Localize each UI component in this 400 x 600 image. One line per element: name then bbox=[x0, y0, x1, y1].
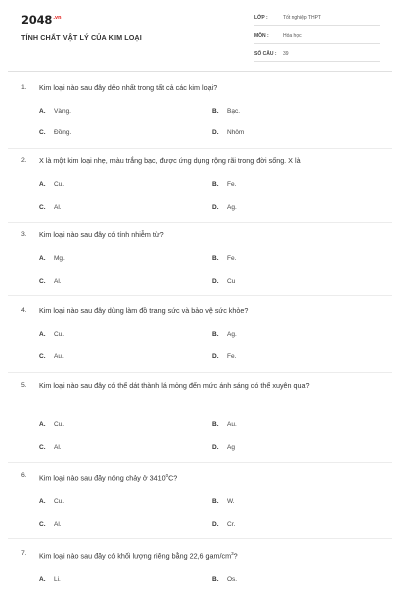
meta-info bbox=[254, 12, 380, 66]
question-separator bbox=[8, 538, 392, 539]
option-d[interactable]: D. Ag bbox=[212, 444, 235, 451]
site-logo[interactable]: $2048^{.vn}$ bbox=[21, 13, 62, 27]
option-b[interactable]: B. Fe. bbox=[212, 181, 237, 188]
option-a[interactable]: A. Mg. bbox=[39, 255, 65, 262]
meta-value: Hóa học bbox=[283, 33, 302, 39]
option-c[interactable]: C. Al. bbox=[39, 278, 62, 285]
option-c[interactable]: C. Al. bbox=[39, 204, 62, 211]
question-separator bbox=[8, 295, 392, 296]
question-text: Kim loại nào sau đây dẻo nhất trong tất cả các kim loại? bbox=[39, 83, 218, 92]
question-number: 4. bbox=[21, 307, 27, 314]
meta-value: Tốt nghiệp THPT bbox=[283, 15, 321, 21]
question-separator bbox=[8, 462, 392, 463]
option-b[interactable]: B. Os. bbox=[212, 576, 238, 583]
question-separator bbox=[8, 372, 392, 373]
question-text: Kim loại nào sau đây dùng làm đồ trang sức và bảo vệ sức khỏe? bbox=[39, 306, 249, 315]
meta-class-row bbox=[254, 12, 380, 26]
option-a[interactable]: A. Cu. bbox=[39, 498, 65, 505]
option-d[interactable]: D. Cr. bbox=[212, 521, 236, 528]
option-d[interactable]: D. Cu bbox=[212, 278, 236, 285]
option-c[interactable]: C. Al. bbox=[39, 444, 62, 451]
meta-key: LỚP : bbox=[254, 15, 268, 21]
option-c[interactable]: C. Au. bbox=[39, 353, 64, 360]
question-number: 2. bbox=[21, 157, 27, 164]
option-b[interactable]: B. Fe. bbox=[212, 255, 237, 262]
option-c[interactable]: C. Al. bbox=[39, 521, 62, 528]
option-c[interactable]: C. Đồng. bbox=[39, 129, 72, 136]
meta-key: MÔN : bbox=[254, 33, 269, 39]
option-b[interactable]: B. Ag. bbox=[212, 331, 237, 338]
question-number: 5. bbox=[21, 382, 27, 389]
question-text: Kim loại nào sau đây có thể dát thành lá mỏng đến mức ánh sáng có thể xuyên qua? bbox=[39, 381, 310, 390]
question-text: Kim loại nào sau đây có tính nhiễm từ? bbox=[39, 230, 164, 239]
meta-value: 39 bbox=[283, 51, 289, 57]
question-text: Kim loại nào sau đây nóng chảy ở 3410$^0$C? bbox=[39, 473, 178, 483]
question-number: 3. bbox=[21, 231, 27, 238]
option-a[interactable]: A. Cu. bbox=[39, 421, 65, 428]
meta-subject-row bbox=[254, 30, 380, 44]
option-a[interactable]: A. Cu. bbox=[39, 181, 65, 188]
option-d[interactable]: D. Ag. bbox=[212, 204, 237, 211]
page-title: TÍNH CHẤT VẬT LÝ CỦA KIM LOẠI bbox=[21, 33, 142, 42]
question-number: 6. bbox=[21, 472, 27, 479]
question-separator bbox=[8, 222, 392, 223]
option-a[interactable]: A. Vàng. bbox=[39, 108, 71, 115]
meta-count-row bbox=[254, 48, 380, 62]
option-d[interactable]: D. Fe. bbox=[212, 353, 237, 360]
header-divider bbox=[8, 71, 392, 72]
option-d[interactable]: D. Nhôm bbox=[212, 129, 245, 136]
meta-key: SỐ CÂU : bbox=[254, 51, 277, 57]
option-b[interactable]: B. W. bbox=[212, 498, 235, 505]
option-a[interactable]: A. Li. bbox=[39, 576, 61, 583]
option-a[interactable]: A. Cu. bbox=[39, 331, 65, 338]
question-text: X là một kim loại nhẹ, màu trắng bạc, được ứng dụng rộng rãi trong đời sống. X là bbox=[39, 156, 301, 165]
page-header bbox=[0, 0, 400, 64]
question-number: 1. bbox=[21, 84, 27, 91]
option-b[interactable]: B. Bạc. bbox=[212, 108, 241, 115]
question-number: 7. bbox=[21, 550, 27, 557]
question-text: Kim loại nào sau đây có khối lượng riêng bằng 22,6 gam/$cm^3$? bbox=[39, 551, 238, 561]
option-b[interactable]: B. Au. bbox=[212, 421, 237, 428]
question-separator bbox=[8, 148, 392, 149]
